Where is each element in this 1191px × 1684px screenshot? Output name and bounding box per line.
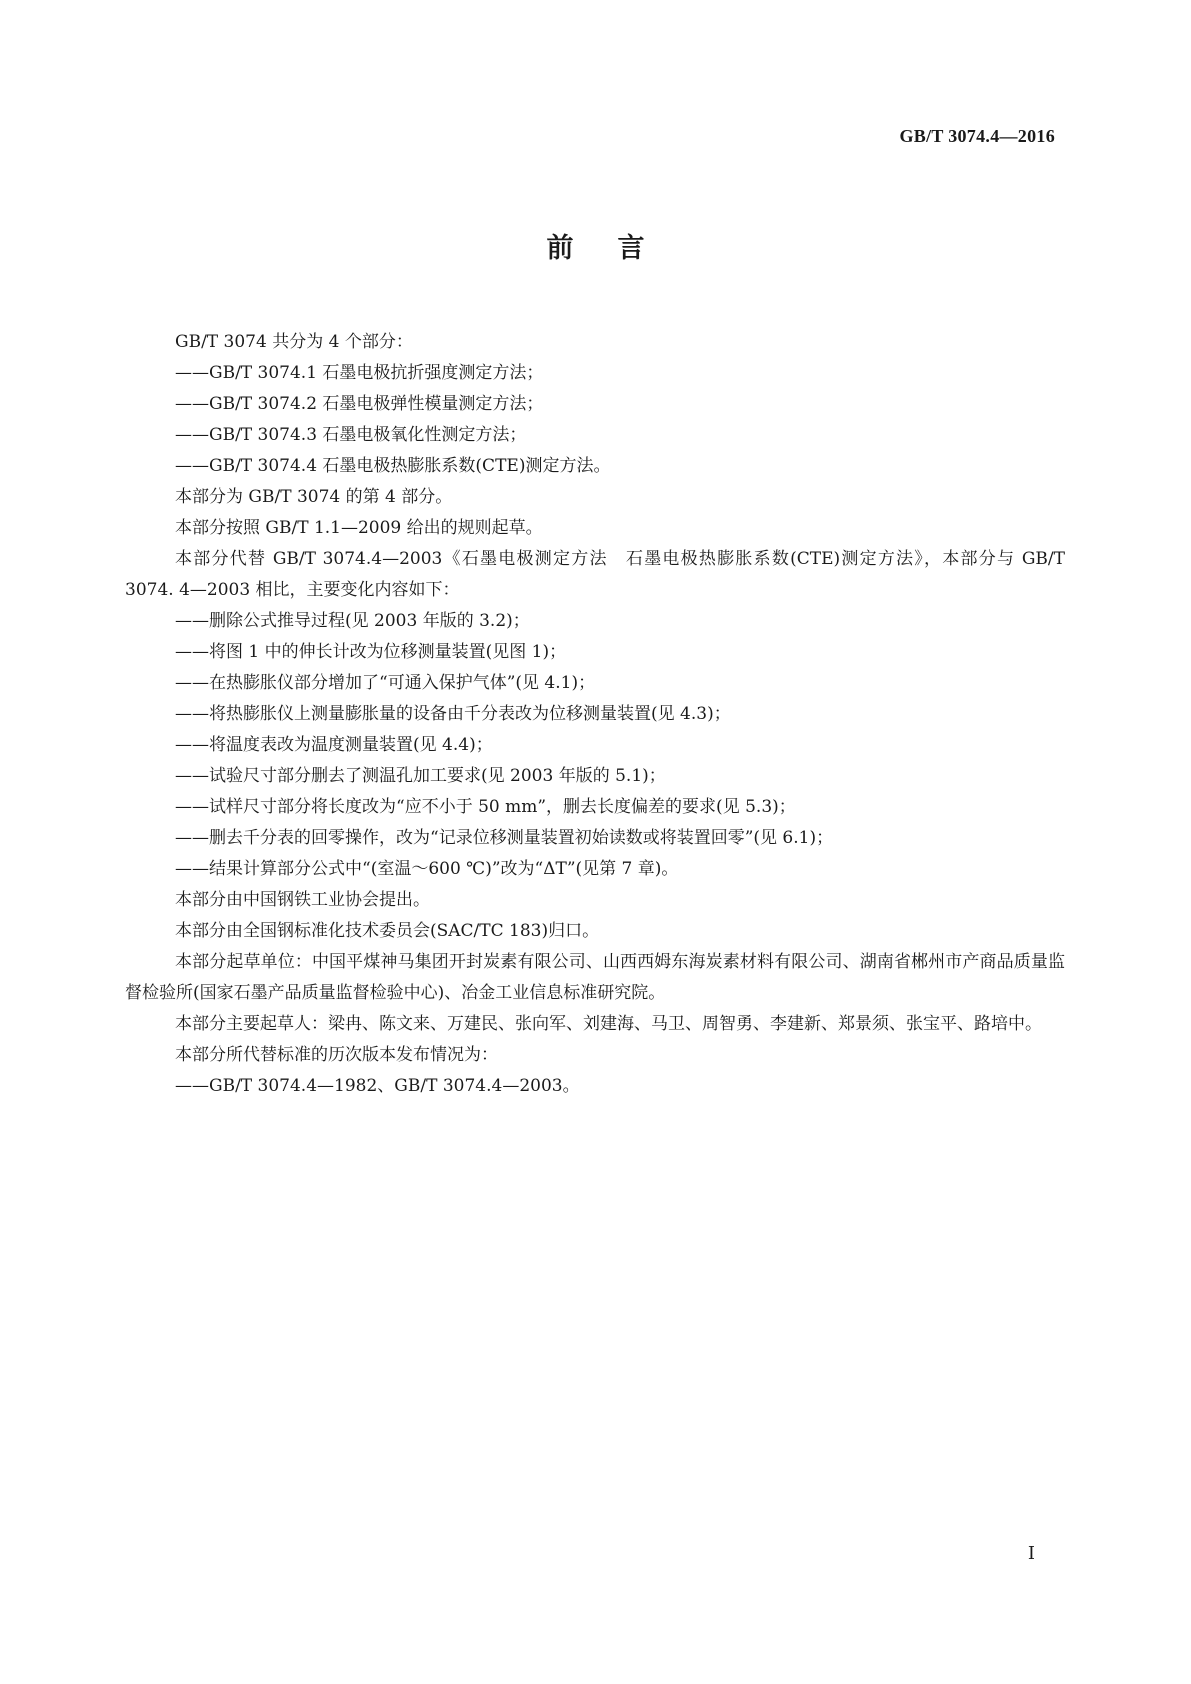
foreword-list-item: ——GB/T 3074.2 石墨电极弹性模量测定方法； [175, 394, 544, 414]
foreword-list-item: ——将热膨胀仪上测量膨胀量的设备由千分表改为位移测量装置(见 4.3)； [175, 704, 731, 724]
foreword-list-item: ——GB/T 3074.1 石墨电极抗折强度测定方法； [175, 363, 544, 383]
foreword-list-item: ——删去千分表的回零操作，改为“记录位移测量装置初始读数或将装置回零”(见 6.1)； [175, 828, 834, 848]
foreword-paragraph: 本部分主要起草人：梁冉、陈文来、万建民、张向军、刘建海、马卫、周智勇、李建新、郑景须、张宝平、路培中。 [175, 1014, 1042, 1034]
foreword-list-item: ——将温度表改为温度测量装置(见 4.4)； [175, 735, 493, 755]
page-title: 前言 [546, 233, 689, 264]
foreword-paragraph: 本部分为 GB/T 3074 的第 4 部分。 [175, 487, 453, 507]
foreword-paragraph: 本部分由全国钢标准化技术委员会(SAC/TC 183)归口。 [175, 921, 600, 941]
foreword-paragraph: GB/T 3074 共分为 4 个部分： [175, 332, 413, 352]
foreword-paragraph: 本部分所代替标准的历次版本发布情况为： [175, 1045, 498, 1065]
foreword-list-item: ——结果计算部分公式中“(室温～600 ℃)”改为“ΔT”(见第 7 章)。 [175, 859, 679, 879]
foreword-list-item: ——GB/T 3074.4—1982、GB/T 3074.4—2003。 [175, 1076, 580, 1096]
foreword-list-item: ——删除公式推导过程(见 2003 年版的 3.2)； [175, 611, 530, 631]
page-number: I [1027, 1543, 1035, 1564]
foreword-list-item: ——在热膨胀仪部分增加了“可通入保护气体”(见 4.1)； [175, 673, 596, 693]
foreword-paragraph: 本部分由中国钢铁工业协会提出。 [175, 890, 430, 910]
foreword-paragraph: 本部分按照 GB/T 1.1—2009 给出的规则起草。 [175, 518, 543, 538]
foreword-list-item: ——将图 1 中的伸长计改为位移测量装置(见图 1)； [175, 642, 567, 662]
foreword-list-item: ——试验尺寸部分删去了测温孔加工要求(见 2003 年版的 5.1)； [175, 766, 666, 786]
foreword-list-item: ——试样尺寸部分将长度改为“应不小于 50 mm”，删去长度偏差的要求(见 5.3)； [175, 797, 796, 817]
foreword-body [125, 327, 1065, 1102]
foreword-list-item: ——GB/T 3074.3 石墨电极氧化性测定方法； [175, 425, 527, 445]
foreword-paragraph: 本部分起草单位：中国平煤神马集团开封炭素有限公司、山西西姆东海炭素材料有限公司、湖南省郴州市产商品质量监督检验所(国家石墨产品质量监督检验中心)、冶金工业信息标准研究院。 [125, 952, 1065, 1003]
foreword-list-item: ——GB/T 3074.4 石墨电极热膨胀系数(CTE)测定方法。 [175, 456, 611, 476]
foreword-paragraph: 本部分代替 GB/T 3074.4—2003《石墨电极测定方法 石墨电极热膨胀系数(CTE)测定方法》，本部分与 GB/T 3074. 4—2003 相比，主要变化内容如下： [125, 549, 1065, 600]
standard-code: GB/T 3074.4—2016 [899, 126, 1055, 146]
